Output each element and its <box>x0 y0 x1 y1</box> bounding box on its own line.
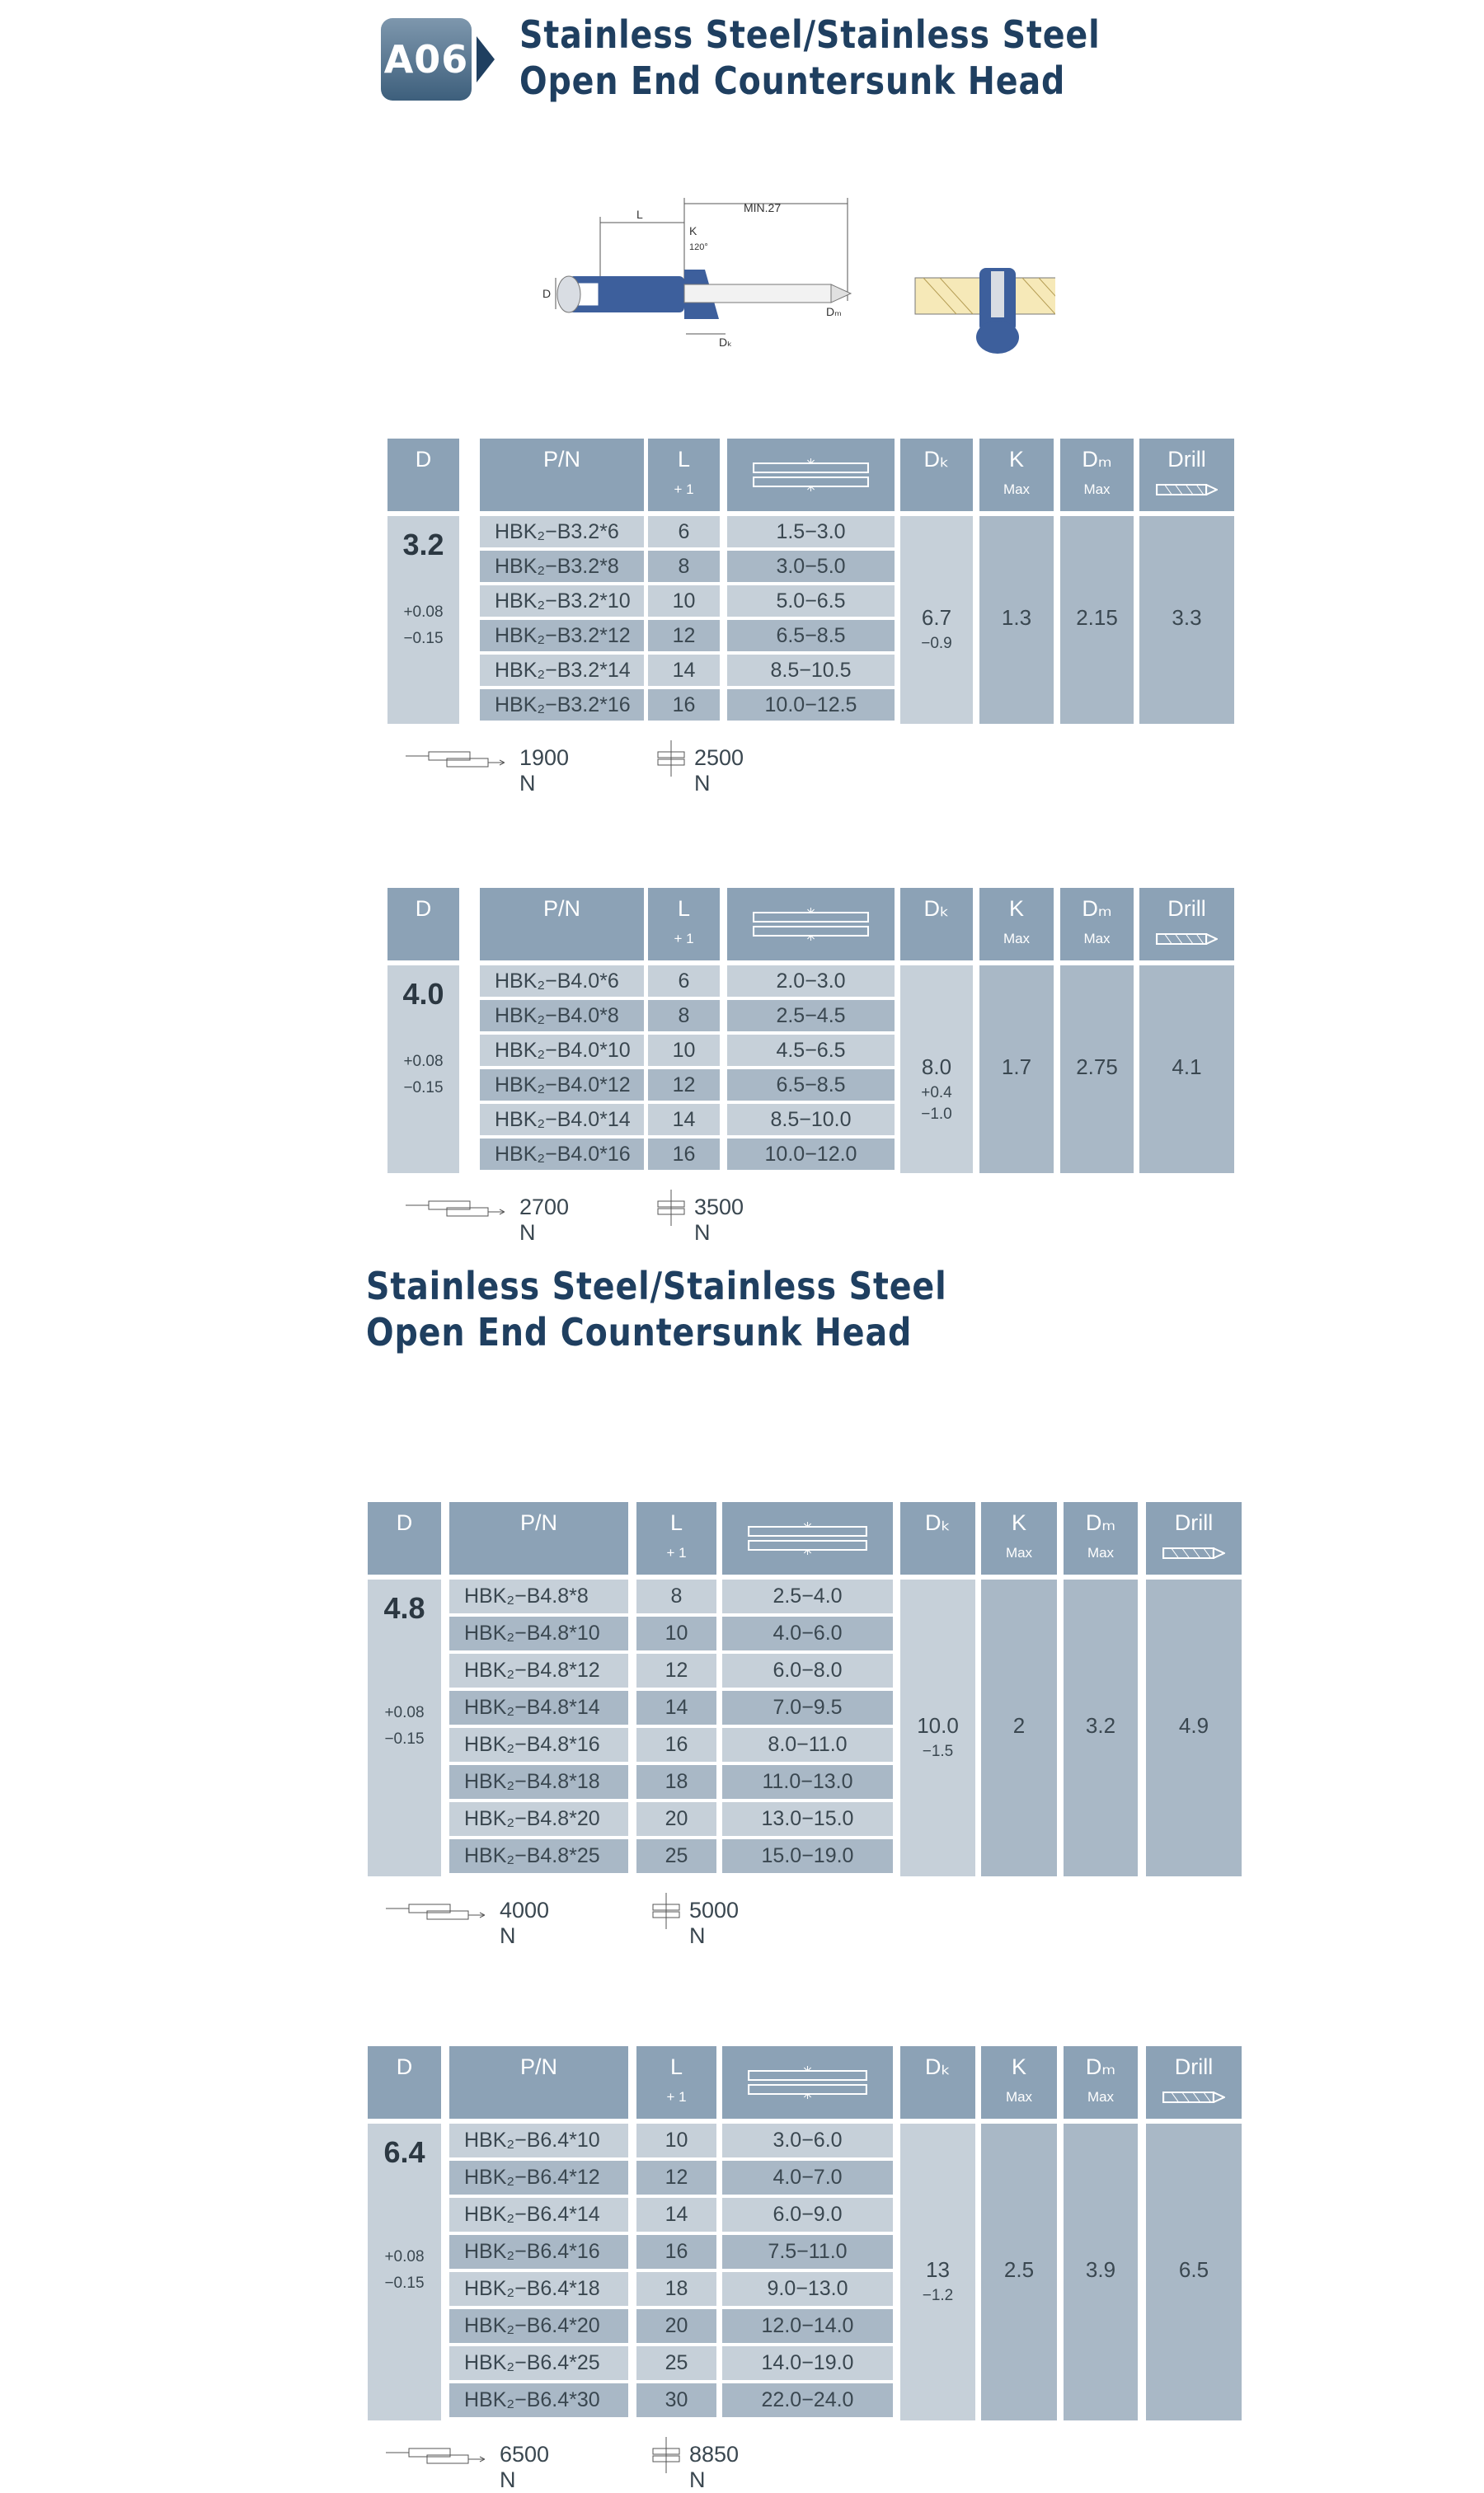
dk-column <box>900 1580 975 1876</box>
length: 16 <box>648 1139 720 1170</box>
dk-tolerance: −1.5 <box>922 1743 954 1760</box>
header-d-text: D <box>415 896 432 921</box>
part-number: HBK₂−B6.4*16 <box>449 2235 628 2269</box>
grip-range: 6.0−9.0 <box>722 2198 893 2232</box>
tensile-icon <box>655 740 688 777</box>
grip-range: 4.0−6.0 <box>722 1617 893 1650</box>
tensile-strength: 2500 N <box>694 745 744 796</box>
grip-range: 4.0−7.0 <box>722 2161 893 2195</box>
section-title-line-1: Stainless Steel/Stainless Steel <box>366 1264 947 1308</box>
grip-range: 12.0−14.0 <box>722 2309 893 2343</box>
shear-strength: 4000 N <box>500 1898 550 1948</box>
dim-dk-label: Dₖ <box>719 336 733 349</box>
badge-arrow-icon <box>477 36 495 82</box>
section-title <box>366 1263 947 1355</box>
shear-icon <box>406 749 505 768</box>
part-number: HBK₂−B4.8*16 <box>449 1728 628 1762</box>
shear-icon <box>406 1198 505 1218</box>
section-title-line-2: Open End Countersunk Head <box>366 1310 913 1354</box>
part-number: HBK₂−B3.2*16 <box>480 689 644 721</box>
header-l-text: L <box>677 447 691 472</box>
length: 12 <box>636 2161 716 2195</box>
tensile-strength: 8850 N <box>689 2442 740 2492</box>
part-number: HBK₂−B4.8*14 <box>449 1691 628 1725</box>
drill-value: 4.9 <box>1178 1713 1209 1738</box>
header-l <box>648 888 720 960</box>
grip-range-icon <box>747 1522 868 1555</box>
shear-icon <box>386 2445 485 2465</box>
length: 12 <box>648 620 720 651</box>
header-k-text: K <box>1008 447 1024 472</box>
header-drill-text: Drill <box>1174 1510 1214 1535</box>
dim-d-label: D <box>542 287 552 300</box>
header-drill <box>1146 2046 1242 2119</box>
header-pn-text: P/N <box>542 447 580 472</box>
header-dk <box>900 888 973 960</box>
header-dm-text: Dₘ <box>1085 1510 1116 1535</box>
part-number: HBK₂−B4.0*16 <box>480 1139 644 1170</box>
part-number: HBK₂−B4.8*12 <box>449 1654 628 1688</box>
header-k <box>981 2046 1057 2119</box>
k-column <box>979 516 1054 724</box>
header-l-text: L <box>677 896 691 921</box>
header-k <box>979 439 1054 511</box>
header-dm-text: Dₘ <box>1082 896 1112 921</box>
d-column <box>387 516 459 724</box>
header-drill <box>1146 1502 1242 1575</box>
grip-range: 2.5−4.0 <box>722 1580 893 1613</box>
dim-angle-label: 120° <box>689 242 708 252</box>
dk-value: 13 <box>926 2257 950 2282</box>
length: 20 <box>636 2309 716 2343</box>
dm-value: 3.2 <box>1085 1713 1116 1738</box>
k-column <box>981 2124 1057 2420</box>
part-number: HBK₂−B4.8*8 <box>449 1580 628 1613</box>
header-dk <box>900 2046 975 2119</box>
dk-column <box>900 516 973 724</box>
k-value: 2.5 <box>1003 2257 1035 2282</box>
header-l-sub: + 1 <box>666 2089 687 2105</box>
grip-range: 13.0−15.0 <box>722 1802 893 1836</box>
header-dm <box>1060 888 1134 960</box>
drill-column <box>1139 516 1234 724</box>
header-pn <box>480 439 644 511</box>
length: 12 <box>648 1069 720 1101</box>
dm-value: 2.75 <box>1076 1054 1118 1079</box>
length: 18 <box>636 2272 716 2306</box>
dm-column <box>1060 516 1134 724</box>
length: 6 <box>648 516 720 547</box>
length: 10 <box>636 2124 716 2157</box>
header-l-sub: + 1 <box>674 481 694 497</box>
header-dk <box>900 1502 975 1575</box>
grip-range: 10.0−12.0 <box>727 1139 895 1170</box>
header-dm-sub: Max <box>1083 931 1111 946</box>
dim-l-label: L <box>636 208 643 221</box>
grip-range: 3.0−5.0 <box>727 551 895 582</box>
length: 8 <box>648 1000 720 1031</box>
grip-range: 5.0−6.5 <box>727 585 895 617</box>
grip-range: 1.5−3.0 <box>727 516 895 547</box>
nominal-diameter: 4.8 <box>383 1591 425 1625</box>
part-number: HBK₂−B6.4*10 <box>449 2124 628 2157</box>
header-l <box>636 1502 716 1575</box>
dm-column <box>1064 1580 1138 1876</box>
part-number: HBK₂−B3.2*6 <box>480 516 644 547</box>
header-l-text: L <box>669 1510 683 1535</box>
part-number: HBK₂−B4.0*10 <box>480 1035 644 1066</box>
grip-range: 8.5−10.0 <box>727 1104 895 1135</box>
header-dk <box>900 439 973 511</box>
drill-value: 3.3 <box>1172 605 1202 630</box>
header-dm <box>1064 2046 1138 2119</box>
length: 12 <box>636 1654 716 1688</box>
part-number: HBK₂−B3.2*8 <box>480 551 644 582</box>
k-value: 2 <box>1012 1713 1026 1738</box>
k-value: 1.7 <box>1001 1054 1032 1079</box>
length: 10 <box>636 1617 716 1650</box>
drill-bit-icon <box>1156 483 1218 496</box>
header-dk-text: Dₖ <box>925 1510 951 1535</box>
k-value: 1.3 <box>1001 605 1032 630</box>
header-dm-sub: Max <box>1083 481 1111 497</box>
part-number: HBK₂−B6.4*18 <box>449 2272 628 2306</box>
tensile-icon <box>655 1190 688 1226</box>
part-number: HBK₂−B4.8*10 <box>449 1617 628 1650</box>
length: 6 <box>648 965 720 997</box>
part-number: HBK₂−B4.8*20 <box>449 1802 628 1836</box>
length: 20 <box>636 1802 716 1836</box>
part-number: HBK₂−B4.0*14 <box>480 1104 644 1135</box>
header-l <box>636 2046 716 2119</box>
length: 18 <box>636 1765 716 1799</box>
dim-dm-label: Dₘ <box>826 305 842 318</box>
page-title-line-2: Open End Countersunk Head <box>519 59 1066 103</box>
part-number: HBK₂−B6.4*30 <box>449 2383 628 2417</box>
header-d <box>387 439 459 511</box>
header-dm-sub: Max <box>1087 1545 1115 1561</box>
header-grip <box>727 439 895 511</box>
dim-k-label: K <box>689 224 697 237</box>
dm-value: 2.15 <box>1076 605 1118 630</box>
header-d-text: D <box>415 447 432 472</box>
dk-value: 8.0 <box>921 1054 952 1079</box>
shear-strength: 2700 N <box>519 1195 570 1245</box>
length: 8 <box>636 1580 716 1613</box>
length: 16 <box>648 689 720 721</box>
drill-value: 6.5 <box>1178 2257 1209 2282</box>
length: 16 <box>636 2235 716 2269</box>
header-grip <box>722 2046 893 2119</box>
tolerance-plus: +0.08 <box>403 603 444 621</box>
shear-strength: 1900 N <box>519 745 570 796</box>
header-k-text: K <box>1008 896 1024 921</box>
header-drill-text: Drill <box>1167 447 1206 472</box>
length: 14 <box>636 1691 716 1725</box>
drill-value: 4.1 <box>1172 1054 1202 1079</box>
tensile-strength: 5000 N <box>689 1898 740 1948</box>
header-d-text: D <box>396 2054 413 2079</box>
header-pn <box>449 2046 628 2119</box>
header-dm-text: Dₘ <box>1085 2054 1116 2079</box>
d-column <box>387 965 459 1173</box>
grip-range: 7.5−11.0 <box>722 2235 893 2269</box>
part-number: HBK₂−B6.4*12 <box>449 2161 628 2195</box>
part-number: HBK₂−B4.0*6 <box>480 965 644 997</box>
length: 10 <box>648 1035 720 1066</box>
part-number: HBK₂−B3.2*14 <box>480 655 644 686</box>
length: 10 <box>648 585 720 617</box>
d-column <box>368 1580 441 1876</box>
nominal-diameter: 3.2 <box>402 528 444 561</box>
header-pn-text: P/N <box>542 896 580 921</box>
dk-value: 10.0 <box>917 1713 959 1738</box>
tolerance-plus: +0.08 <box>384 2248 425 2266</box>
header-d <box>368 2046 441 2119</box>
length: 14 <box>648 655 720 686</box>
shear-icon <box>386 1901 485 1921</box>
header-l-sub: + 1 <box>666 1545 687 1561</box>
grip-range: 8.0−11.0 <box>722 1728 893 1762</box>
grip-range: 2.0−3.0 <box>727 965 895 997</box>
dk-value: 6.7 <box>921 605 952 630</box>
part-number: HBK₂−B4.0*12 <box>480 1069 644 1101</box>
header-dm-sub: Max <box>1087 2089 1115 2105</box>
dk-column <box>900 2124 975 2420</box>
dk-tolerance: +0.4 <box>921 1084 952 1101</box>
tolerance-minus: −0.15 <box>403 1078 444 1096</box>
grip-range: 3.0−6.0 <box>722 2124 893 2157</box>
k-column <box>981 1580 1057 1876</box>
header-k-text: K <box>1011 1510 1026 1535</box>
drill-column <box>1146 1580 1242 1876</box>
drill-column <box>1139 965 1234 1173</box>
dm-column <box>1064 2124 1138 2420</box>
grip-range: 6.0−8.0 <box>722 1654 893 1688</box>
tolerance-minus: −0.15 <box>384 2275 425 2293</box>
k-column <box>979 965 1054 1173</box>
header-l-sub: + 1 <box>674 931 694 946</box>
length: 14 <box>648 1104 720 1135</box>
page-title-line-1: Stainless Steel/Stainless Steel <box>519 12 1101 57</box>
header-d <box>368 1502 441 1575</box>
header-dm-text: Dₘ <box>1082 447 1112 472</box>
grip-range: 9.0−13.0 <box>722 2272 893 2306</box>
header-k <box>981 1502 1057 1575</box>
grip-range: 22.0−24.0 <box>722 2383 893 2417</box>
tolerance-plus: +0.08 <box>384 1704 425 1722</box>
grip-range: 7.0−9.5 <box>722 1691 893 1725</box>
header-pn-text: P/N <box>519 2054 557 2079</box>
grip-range: 2.5−4.5 <box>727 1000 895 1031</box>
tensile-strength: 3500 N <box>694 1195 744 1245</box>
length: 25 <box>636 1839 716 1873</box>
tolerance-minus: −0.15 <box>403 629 444 647</box>
part-number: HBK₂−B3.2*10 <box>480 585 644 617</box>
grip-range-icon <box>747 2066 868 2099</box>
header-drill-text: Drill <box>1167 896 1206 921</box>
part-number: HBK₂−B4.0*8 <box>480 1000 644 1031</box>
grip-range-icon <box>752 458 870 491</box>
length: 8 <box>648 551 720 582</box>
header-k-sub: Max <box>1005 1545 1033 1561</box>
header-l-text: L <box>669 2054 683 2079</box>
header-l <box>648 439 720 511</box>
rivet-diagram <box>528 185 1055 359</box>
tensile-icon <box>650 1893 683 1929</box>
header-dk-text: Dₖ <box>925 2054 951 2079</box>
header-pn <box>480 888 644 960</box>
header-dm <box>1060 439 1134 511</box>
grip-range: 6.5−8.5 <box>727 620 895 651</box>
dk-tolerance: −1.0 <box>921 1106 952 1123</box>
section-badge: A06 <box>381 18 472 101</box>
header-d-text: D <box>396 1510 413 1535</box>
header-pn-text: P/N <box>519 1510 557 1535</box>
header-pn <box>449 1502 628 1575</box>
dk-tolerance: −0.9 <box>921 635 952 652</box>
grip-range: 14.0−19.0 <box>722 2346 893 2380</box>
header-dk-text: Dₖ <box>923 447 950 472</box>
part-number: HBK₂−B3.2*12 <box>480 620 644 651</box>
grip-range: 11.0−13.0 <box>722 1765 893 1799</box>
header-dm <box>1064 1502 1138 1575</box>
page-title <box>519 12 1101 104</box>
dm-column <box>1060 965 1134 1173</box>
header-dk-text: Dₖ <box>923 896 950 921</box>
length: 14 <box>636 2198 716 2232</box>
drill-column <box>1146 2124 1242 2420</box>
nominal-diameter: 6.4 <box>383 2135 425 2169</box>
tolerance-minus: −0.15 <box>384 1730 425 1749</box>
dk-column <box>900 965 973 1173</box>
header-k-text: K <box>1011 2054 1026 2079</box>
grip-range-icon <box>752 908 870 941</box>
d-column <box>368 2124 441 2420</box>
part-number: HBK₂−B6.4*14 <box>449 2198 628 2232</box>
drill-bit-icon <box>1162 1547 1225 1560</box>
grip-range: 15.0−19.0 <box>722 1839 893 1873</box>
header-drill <box>1139 439 1234 511</box>
tolerance-plus: +0.08 <box>403 1052 444 1070</box>
header-k-sub: Max <box>1003 931 1031 946</box>
nominal-diameter: 4.0 <box>402 977 444 1011</box>
header-k-sub: Max <box>1003 481 1031 497</box>
dm-value: 3.9 <box>1085 2257 1116 2282</box>
length: 16 <box>636 1728 716 1762</box>
part-number: HBK₂−B4.8*18 <box>449 1765 628 1799</box>
part-number: HBK₂−B6.4*20 <box>449 2309 628 2343</box>
header-k <box>979 888 1054 960</box>
grip-range: 6.5−8.5 <box>727 1069 895 1101</box>
length: 25 <box>636 2346 716 2380</box>
dim-min-label: MIN.27 <box>744 201 782 214</box>
part-number: HBK₂−B4.8*25 <box>449 1839 628 1873</box>
part-number: HBK₂−B6.4*25 <box>449 2346 628 2380</box>
tensile-icon <box>650 2437 683 2473</box>
drill-bit-icon <box>1156 932 1218 946</box>
grip-range: 4.5−6.5 <box>727 1035 895 1066</box>
header-grip <box>727 888 895 960</box>
length: 30 <box>636 2383 716 2417</box>
grip-range: 10.0−12.5 <box>727 689 895 721</box>
header-k-sub: Max <box>1005 2089 1033 2105</box>
header-drill <box>1139 888 1234 960</box>
header-grip <box>722 1502 893 1575</box>
header-drill-text: Drill <box>1174 2054 1214 2079</box>
header-d <box>387 888 459 960</box>
shear-strength: 6500 N <box>500 2442 550 2492</box>
drill-bit-icon <box>1162 2091 1225 2104</box>
dk-tolerance: −1.2 <box>922 2287 954 2304</box>
grip-range: 8.5−10.5 <box>727 655 895 686</box>
